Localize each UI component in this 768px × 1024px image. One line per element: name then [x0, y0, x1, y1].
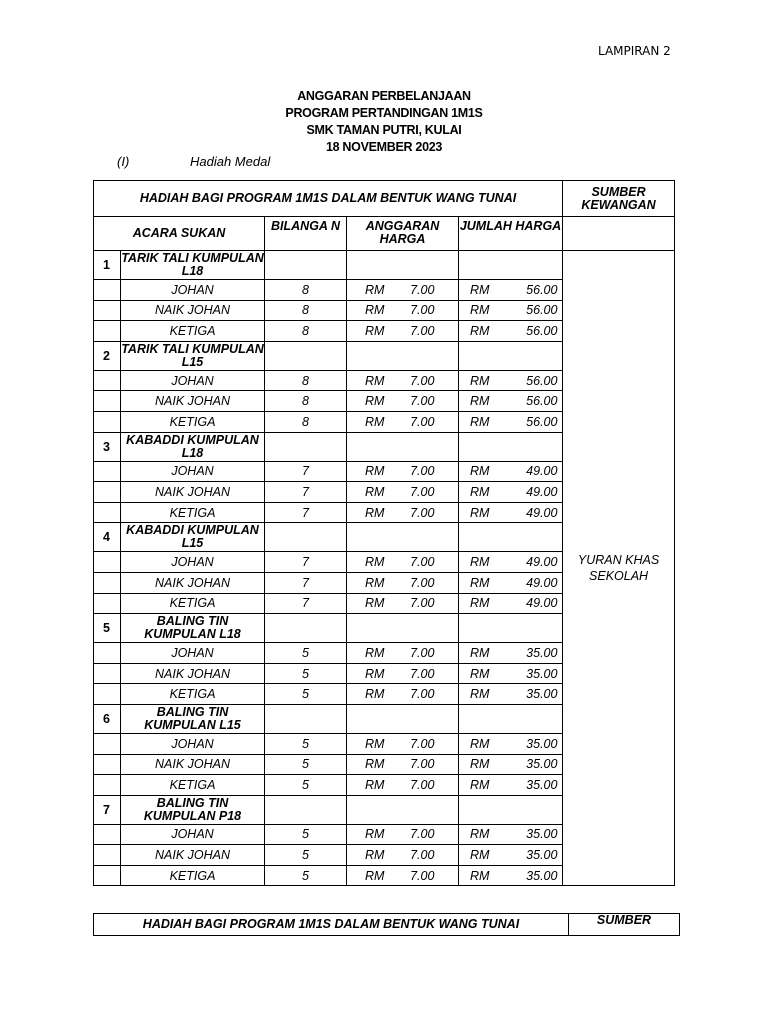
budget-table-2: [93, 913, 680, 936]
col-header-acara: ACARA SUKAN: [94, 217, 265, 251]
quantity-value: 5: [265, 663, 347, 684]
unit-price-value: 7.00: [410, 373, 435, 388]
empty-cell: [94, 733, 121, 754]
table2-title-row: [94, 914, 680, 936]
unit-price-value: 7.00: [410, 505, 435, 520]
currency-label: RM: [470, 484, 490, 499]
total-price-cell: [459, 733, 563, 754]
unit-price-cell: [347, 845, 459, 866]
currency-label: RM: [365, 505, 385, 520]
empty-cell: [265, 614, 347, 643]
placing-label: KETIGA: [121, 502, 265, 523]
unit-price-cell: [347, 552, 459, 573]
unit-price-cell: [347, 775, 459, 796]
table-title-row: [94, 181, 675, 217]
currency-label: RM: [470, 687, 490, 702]
currency-label: RM: [470, 373, 490, 388]
unit-price-value: 7.00: [410, 575, 435, 590]
table-title: HADIAH BAGI PROGRAM 1M1S DALAM BENTUK WANG TUNAI: [94, 181, 563, 217]
empty-cell: [94, 824, 121, 845]
quantity-value: 7: [265, 461, 347, 482]
quantity-value: 7: [265, 502, 347, 523]
title-line-1: ANGGARAN PERBELANJAAN: [297, 89, 471, 103]
empty-cell: [265, 341, 347, 370]
currency-label: RM: [365, 736, 385, 751]
unit-price-cell: [347, 321, 459, 342]
unit-price-value: 7.00: [410, 303, 435, 318]
total-price-cell: [459, 461, 563, 482]
quantity-value: 8: [265, 411, 347, 432]
placing-label: NAIK JOHAN: [121, 845, 265, 866]
currency-label: RM: [470, 666, 490, 681]
currency-label: RM: [470, 848, 490, 863]
empty-cell: [94, 502, 121, 523]
empty-cell: [347, 795, 459, 824]
unit-price-value: 7.00: [410, 394, 435, 409]
unit-price-value: 7.00: [410, 827, 435, 842]
unit-price-cell: [347, 572, 459, 593]
currency-label: RM: [365, 645, 385, 660]
unit-price-value: 7.00: [410, 323, 435, 338]
currency-label: RM: [365, 414, 385, 429]
event-number: 5: [94, 614, 121, 643]
unit-price-cell: [347, 593, 459, 614]
total-price-cell: [459, 411, 563, 432]
empty-cell: [94, 461, 121, 482]
total-price-value: 56.00: [526, 373, 558, 388]
empty-cell: [94, 391, 121, 412]
column-header-row: [94, 217, 675, 251]
col-header-bilangan: BILANGA N: [265, 217, 347, 251]
empty-cell: [459, 341, 563, 370]
quantity-value: 8: [265, 300, 347, 321]
currency-label: RM: [470, 505, 490, 520]
empty-cell: [94, 552, 121, 573]
empty-cell: [94, 593, 121, 614]
currency-label: RM: [470, 303, 490, 318]
currency-label: RM: [365, 282, 385, 297]
currency-label: RM: [365, 555, 385, 570]
currency-label: RM: [365, 827, 385, 842]
table2-title: HADIAH BAGI PROGRAM 1M1S DALAM BENTUK WANG TUNAI: [94, 914, 569, 936]
empty-cell: [459, 704, 563, 733]
total-price-cell: [459, 370, 563, 391]
col-header-jumlah: JUMLAH HARGA: [459, 217, 563, 251]
empty-cell: [94, 370, 121, 391]
placing-label: KETIGA: [121, 684, 265, 705]
placing-label: KETIGA: [121, 593, 265, 614]
total-price-cell: [459, 754, 563, 775]
empty-header-cell: [563, 217, 675, 251]
currency-label: RM: [365, 777, 385, 792]
currency-label: RM: [365, 394, 385, 409]
empty-cell: [347, 704, 459, 733]
currency-label: RM: [365, 848, 385, 863]
attachment-label: LAMPIRAN 2: [598, 44, 671, 58]
unit-price-cell: [347, 684, 459, 705]
placing-label: NAIK JOHAN: [121, 482, 265, 503]
empty-cell: [94, 280, 121, 301]
empty-cell: [94, 865, 121, 886]
total-price-cell: [459, 865, 563, 886]
total-price-value: 35.00: [526, 736, 558, 751]
currency-label: RM: [365, 596, 385, 611]
placing-label: NAIK JOHAN: [121, 754, 265, 775]
empty-cell: [94, 411, 121, 432]
placing-label: JOHAN: [121, 733, 265, 754]
unit-price-cell: [347, 482, 459, 503]
currency-label: RM: [470, 575, 490, 590]
unit-price-cell: [347, 502, 459, 523]
total-price-cell: [459, 572, 563, 593]
event-row: [94, 251, 675, 280]
placing-label: JOHAN: [121, 552, 265, 573]
unit-price-value: 7.00: [410, 736, 435, 751]
total-price-cell: [459, 684, 563, 705]
quantity-value: 8: [265, 370, 347, 391]
total-price-value: 49.00: [526, 484, 558, 499]
total-price-value: 49.00: [526, 505, 558, 520]
unit-price-value: 7.00: [410, 282, 435, 297]
unit-price-cell: [347, 391, 459, 412]
currency-label: RM: [470, 827, 490, 842]
total-price-cell: [459, 845, 563, 866]
currency-label: RM: [365, 484, 385, 499]
empty-cell: [94, 663, 121, 684]
total-price-value: 35.00: [526, 645, 558, 660]
quantity-value: 5: [265, 684, 347, 705]
total-price-value: 49.00: [526, 555, 558, 570]
sumber-header: SUMBER KEWANGAN: [563, 181, 675, 217]
total-price-value: 35.00: [526, 827, 558, 842]
event-number: 7: [94, 795, 121, 824]
title-line-4: 18 NOVEMBER 2023: [325, 140, 443, 154]
event-name: TARIK TALI KUMPULAN L15: [121, 341, 264, 369]
empty-cell: [94, 300, 121, 321]
empty-cell: [265, 432, 347, 461]
currency-label: RM: [365, 687, 385, 702]
empty-cell: [94, 482, 121, 503]
empty-cell: [94, 572, 121, 593]
quantity-value: 5: [265, 643, 347, 664]
empty-cell: [265, 795, 347, 824]
total-price-cell: [459, 280, 563, 301]
event-name: BALING TIN KUMPULAN P18: [121, 795, 265, 824]
total-price-cell: [459, 502, 563, 523]
placing-label: JOHAN: [121, 280, 265, 301]
total-price-cell: [459, 482, 563, 503]
placing-label: JOHAN: [121, 643, 265, 664]
placing-label: JOHAN: [121, 824, 265, 845]
title-line-3: SMK TAMAN PUTRI, KULAI: [306, 123, 462, 137]
currency-label: RM: [470, 323, 490, 338]
unit-price-value: 7.00: [410, 464, 435, 479]
empty-cell: [459, 523, 563, 552]
event-number: 4: [94, 523, 121, 552]
unit-price-cell: [347, 411, 459, 432]
currency-label: RM: [365, 464, 385, 479]
total-price-cell: [459, 552, 563, 573]
total-price-cell: [459, 663, 563, 684]
currency-label: RM: [365, 757, 385, 772]
unit-price-cell: [347, 300, 459, 321]
placing-label: NAIK JOHAN: [121, 663, 265, 684]
section-number: (I): [117, 154, 130, 169]
currency-label: RM: [470, 645, 490, 660]
total-price-cell: [459, 300, 563, 321]
placing-label: NAIK JOHAN: [121, 572, 265, 593]
total-price-value: 35.00: [526, 777, 558, 792]
event-name: KABADDI KUMPULAN L15: [121, 523, 265, 552]
unit-price-cell: [347, 754, 459, 775]
currency-label: RM: [470, 414, 490, 429]
total-price-cell: [459, 775, 563, 796]
placing-label: JOHAN: [121, 370, 265, 391]
quantity-value: 8: [265, 280, 347, 301]
unit-price-cell: [347, 824, 459, 845]
table2-sumber-header: SUMBER: [569, 914, 680, 936]
title-line-2: PROGRAM PERTANDINGAN 1M1S: [285, 106, 483, 120]
currency-label: RM: [470, 596, 490, 611]
empty-cell: [94, 775, 121, 796]
empty-cell: [94, 684, 121, 705]
quantity-value: 7: [265, 572, 347, 593]
empty-cell: [94, 754, 121, 775]
total-price-value: 35.00: [526, 868, 558, 883]
empty-cell: [347, 341, 459, 370]
currency-label: RM: [365, 575, 385, 590]
budget-table: [93, 180, 675, 886]
total-price-value: 49.00: [526, 575, 558, 590]
section-label: Hadiah Medal: [190, 154, 271, 169]
placing-label: KETIGA: [121, 321, 265, 342]
currency-label: RM: [365, 868, 385, 883]
empty-cell: [459, 614, 563, 643]
placing-label: NAIK JOHAN: [121, 391, 265, 412]
unit-price-cell: [347, 370, 459, 391]
empty-cell: [459, 795, 563, 824]
empty-cell: [347, 251, 459, 280]
unit-price-cell: [347, 733, 459, 754]
event-name: BALING TIN KUMPULAN L18: [121, 614, 265, 643]
total-price-value: 35.00: [526, 757, 558, 772]
empty-cell: [94, 321, 121, 342]
total-price-value: 56.00: [526, 394, 558, 409]
quantity-value: 5: [265, 824, 347, 845]
placing-label: KETIGA: [121, 865, 265, 886]
col-header-anggaran: ANGGARAN HARGA: [347, 217, 459, 251]
quantity-value: 7: [265, 482, 347, 503]
total-price-value: 56.00: [526, 414, 558, 429]
total-price-value: 35.00: [526, 687, 558, 702]
empty-cell: [459, 251, 563, 280]
unit-price-value: 7.00: [410, 757, 435, 772]
quantity-value: 7: [265, 552, 347, 573]
placing-label: NAIK JOHAN: [121, 300, 265, 321]
unit-price-value: 7.00: [410, 484, 435, 499]
total-price-value: 56.00: [526, 323, 558, 338]
event-number: 3: [94, 432, 121, 461]
unit-price-cell: [347, 663, 459, 684]
unit-price-value: 7.00: [410, 848, 435, 863]
currency-label: RM: [470, 282, 490, 297]
currency-label: RM: [470, 736, 490, 751]
empty-cell: [347, 432, 459, 461]
quantity-value: 8: [265, 321, 347, 342]
currency-label: RM: [470, 868, 490, 883]
total-price-value: 49.00: [526, 596, 558, 611]
quantity-value: 7: [265, 593, 347, 614]
currency-label: RM: [365, 303, 385, 318]
total-price-value: 56.00: [526, 282, 558, 297]
placing-label: KETIGA: [121, 411, 265, 432]
unit-price-value: 7.00: [410, 414, 435, 429]
currency-label: RM: [470, 394, 490, 409]
event-number: 2: [94, 341, 121, 370]
document-title-block: [0, 88, 768, 156]
empty-cell: [265, 523, 347, 552]
currency-label: RM: [470, 757, 490, 772]
quantity-value: 5: [265, 754, 347, 775]
unit-price-value: 7.00: [410, 555, 435, 570]
unit-price-value: 7.00: [410, 666, 435, 681]
unit-price-value: 7.00: [410, 596, 435, 611]
empty-cell: [265, 704, 347, 733]
unit-price-value: 7.00: [410, 868, 435, 883]
empty-cell: [265, 251, 347, 280]
currency-label: RM: [470, 777, 490, 792]
event-number: 1: [94, 251, 121, 280]
currency-label: RM: [470, 464, 490, 479]
quantity-value: 5: [265, 733, 347, 754]
quantity-value: 5: [265, 865, 347, 886]
funding-source-value: YURAN KHAS SEKOLAH: [563, 251, 675, 886]
unit-price-cell: [347, 643, 459, 664]
quantity-value: 5: [265, 845, 347, 866]
currency-label: RM: [365, 666, 385, 681]
total-price-cell: [459, 824, 563, 845]
currency-label: RM: [365, 323, 385, 338]
total-price-cell: [459, 321, 563, 342]
placing-label: JOHAN: [121, 461, 265, 482]
total-price-cell: [459, 391, 563, 412]
placing-label: KETIGA: [121, 775, 265, 796]
unit-price-cell: [347, 461, 459, 482]
quantity-value: 5: [265, 775, 347, 796]
total-price-value: 49.00: [526, 464, 558, 479]
empty-cell: [94, 643, 121, 664]
unit-price-cell: [347, 865, 459, 886]
total-price-value: 35.00: [526, 848, 558, 863]
unit-price-value: 7.00: [410, 687, 435, 702]
currency-label: RM: [470, 555, 490, 570]
empty-cell: [347, 614, 459, 643]
unit-price-cell: [347, 280, 459, 301]
currency-label: RM: [365, 373, 385, 388]
unit-price-value: 7.00: [410, 645, 435, 660]
total-price-cell: [459, 593, 563, 614]
event-number: 6: [94, 704, 121, 733]
unit-price-value: 7.00: [410, 777, 435, 792]
event-name: TARIK TALI KUMPULAN L18: [121, 251, 264, 278]
total-price-cell: [459, 643, 563, 664]
empty-cell: [94, 845, 121, 866]
total-price-value: 56.00: [526, 303, 558, 318]
quantity-value: 8: [265, 391, 347, 412]
empty-cell: [347, 523, 459, 552]
event-name: BALING TIN KUMPULAN L15: [121, 704, 265, 733]
total-price-value: 35.00: [526, 666, 558, 681]
empty-cell: [459, 432, 563, 461]
event-name: KABADDI KUMPULAN L18: [121, 432, 265, 461]
